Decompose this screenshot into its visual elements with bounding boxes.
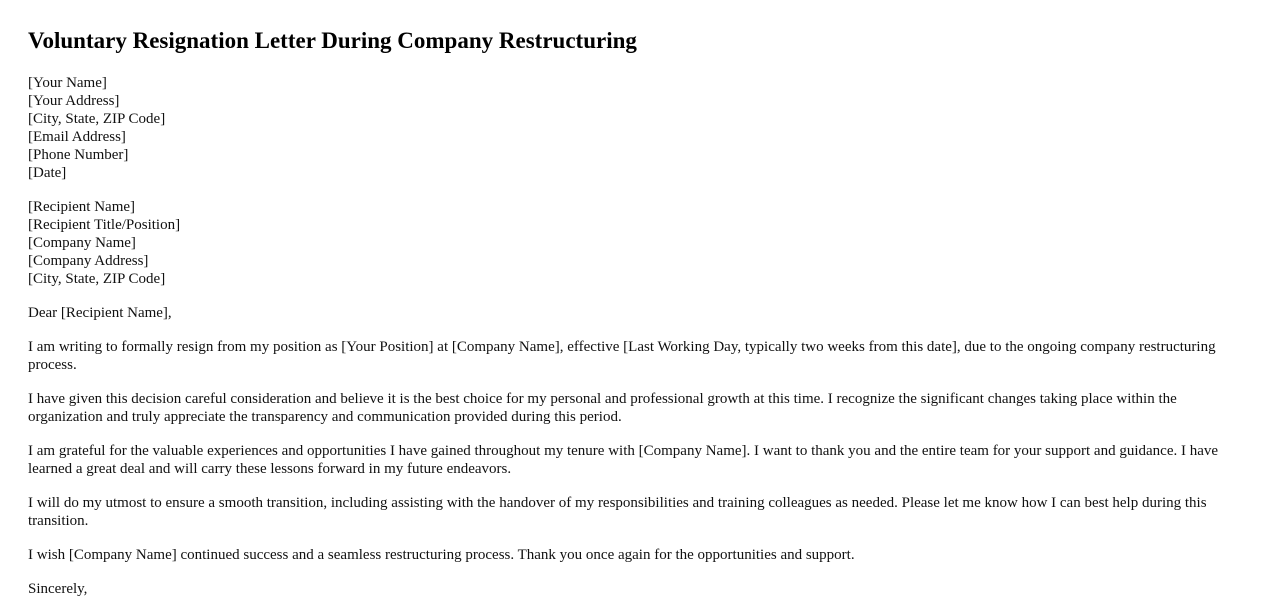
sender-email: [Email Address]: [28, 129, 126, 145]
body-paragraph: I am writing to formally resign from my position as [Your Position] at [Company Name], effective [Last Working Day, typically two weeks from this date], due to the ongoing company restructuring process.: [28, 339, 1216, 373]
sender-phone: [Phone Number]: [28, 147, 129, 163]
body-paragraph: I am grateful for the valuable experiences and opportunities I have gained throughout my tenure with [Company Name]. I want to thank you and the entire team for your support and guidance. I have learned a great deal and will carry these lessons forward in my future endeavors.: [28, 443, 1219, 477]
recipient-name: [Recipient Name]: [28, 199, 136, 215]
body-paragraph: I have given this decision careful consideration and believe it is the best choice for my personal and professional growth at this time. I recognize the significant changes taking place within the organization and truly appreciate the transparency and communication provided during this period.: [28, 391, 1177, 425]
sender-city-state-zip: [City, State, ZIP Code]: [28, 111, 166, 127]
recipient-company: [Company Name]: [28, 235, 136, 251]
recipient-city-state-zip: [City, State, ZIP Code]: [28, 271, 166, 287]
recipient-title: [Recipient Title/Position]: [28, 217, 181, 233]
letter-title: Voluntary Resignation Letter During Company Restructuring: [28, 28, 637, 53]
recipient-address-block: [28, 198, 1250, 288]
body-paragraph: I wish [Company Name] continued success and a seamless restructuring process. Thank you once again for the opportunities and support.: [28, 547, 855, 563]
salutation: Dear [Recipient Name],: [28, 305, 172, 321]
closing: Sincerely,: [28, 581, 88, 597]
recipient-company-address: [Company Address]: [28, 253, 149, 269]
sender-address: [Your Address]: [28, 93, 120, 109]
body-paragraph: I will do my utmost to ensure a smooth transition, including assisting with the handover of my responsibilities and training colleagues as needed. Please let me know how I can best help during this transition.: [28, 495, 1207, 529]
letter-date: [Date]: [28, 165, 67, 181]
sender-name: [Your Name]: [28, 75, 107, 91]
sender-address-block: [28, 74, 1250, 182]
